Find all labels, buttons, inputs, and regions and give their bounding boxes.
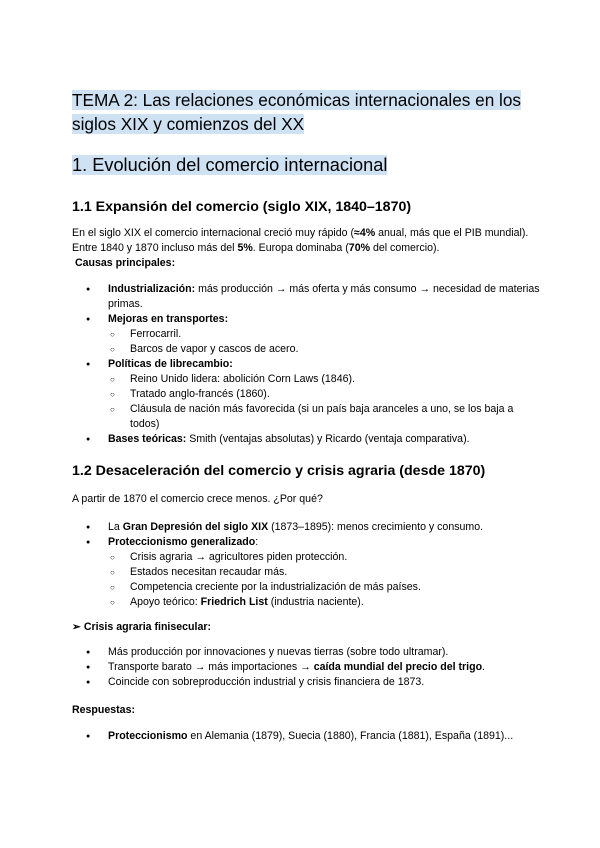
list-subitem: ○ Tratado anglo-francés (1860).: [72, 387, 540, 402]
responses-label: Respuestas:: [72, 704, 135, 716]
list-item: ● Mejoras en transportes: ○ Ferrocarril. ○ Barcos de vapor y cascos de acero.: [72, 312, 540, 357]
crisis-list: [72, 645, 540, 690]
intro-paragraph-1-1: En el siglo XIX el comercio internacional creció muy rápido (≈4% anual, más que el PIB mundial). Entre 1840 y 1870 incluso más del 5%. Europa dominaba (70% del comercio). Causas principales:: [72, 227, 529, 269]
list-subitem: ○ Estados necesitan recaudar más.: [72, 565, 540, 580]
list-subitem: ○ Apoyo teórico: Friedrich List (industria naciente).: [72, 595, 540, 610]
list-subitem: ○ Competencia creciente por la industrialización de más países.: [72, 580, 540, 595]
crisis-label: ➢ Crisis agraria finisecular:: [72, 621, 212, 633]
responses-list: [72, 729, 540, 744]
document-title: TEMA 2: Las relaciones económicas internacionales en los siglos XIX y comienzos del XX: [72, 90, 522, 134]
list-item: ● La Gran Depresión del siglo XIX (1873–1895): menos crecimiento y consumo.: [72, 520, 540, 535]
deceleration-list: [72, 520, 540, 610]
list-item: ● Bases teóricas: Smith (ventajas absolutas) y Ricardo (ventaja comparativa).: [72, 432, 540, 447]
list-item: ● Políticas de librecambio: ○ Reino Unido lidera: abolición Corn Laws (1846). ○ Tratado anglo-francés (1860). ○ Cláusula de nación más favorecida (si un país baja aranceles a uno, se los baja a todos): [72, 357, 540, 432]
causes-label: Causas principales:: [75, 257, 176, 269]
list-item: ● Proteccionismo en Alemania (1879), Suecia (1880), Francia (1881), España (1891)...: [72, 729, 540, 744]
list-item: ● Industrialización: más producción → más oferta y más consumo → necesidad de materias primas.: [72, 282, 540, 312]
intro-paragraph-1-2: A partir de 1870 el comercio crece menos. ¿Por qué?: [72, 493, 323, 505]
list-subitem: ○ Ferrocarril.: [72, 327, 540, 342]
subsection-heading-1-1: 1.1 Expansión del comercio (siglo XIX, 1840–1870): [72, 199, 412, 215]
section-heading-1: 1. Evolución del comercio internacional: [72, 155, 388, 175]
list-item: ● Coincide con sobreproducción industrial y crisis financiera de 1873.: [72, 675, 540, 690]
list-item: ● Proteccionismo generalizado: ○ Crisis agraria → agricultores piden protección. ○ Estados necesitan recaudar más. ○ Competencia creciente por la industrialización de más países. ○ Apoyo teórico: Friedrich List (industria naciente).: [72, 535, 540, 610]
causes-list: [72, 282, 540, 447]
list-subitem: ○ Reino Unido lidera: abolición Corn Laws (1846).: [72, 372, 540, 387]
list-subitem: ○ Cláusula de nación más favorecida (si un país baja aranceles a uno, se los baja a todos): [72, 402, 540, 432]
subsection-heading-1-2: 1.2 Desaceleración del comercio y crisis agraria (desde 1870): [72, 463, 486, 479]
list-subitem: ○ Barcos de vapor y cascos de acero.: [72, 342, 540, 357]
list-item: ● Más producción por innovaciones y nuevas tierras (sobre todo ultramar).: [72, 645, 540, 660]
list-item: ● Transporte barato → más importaciones → caída mundial del precio del trigo.: [72, 660, 540, 675]
list-subitem: ○ Crisis agraria → agricultores piden protección.: [72, 550, 540, 565]
